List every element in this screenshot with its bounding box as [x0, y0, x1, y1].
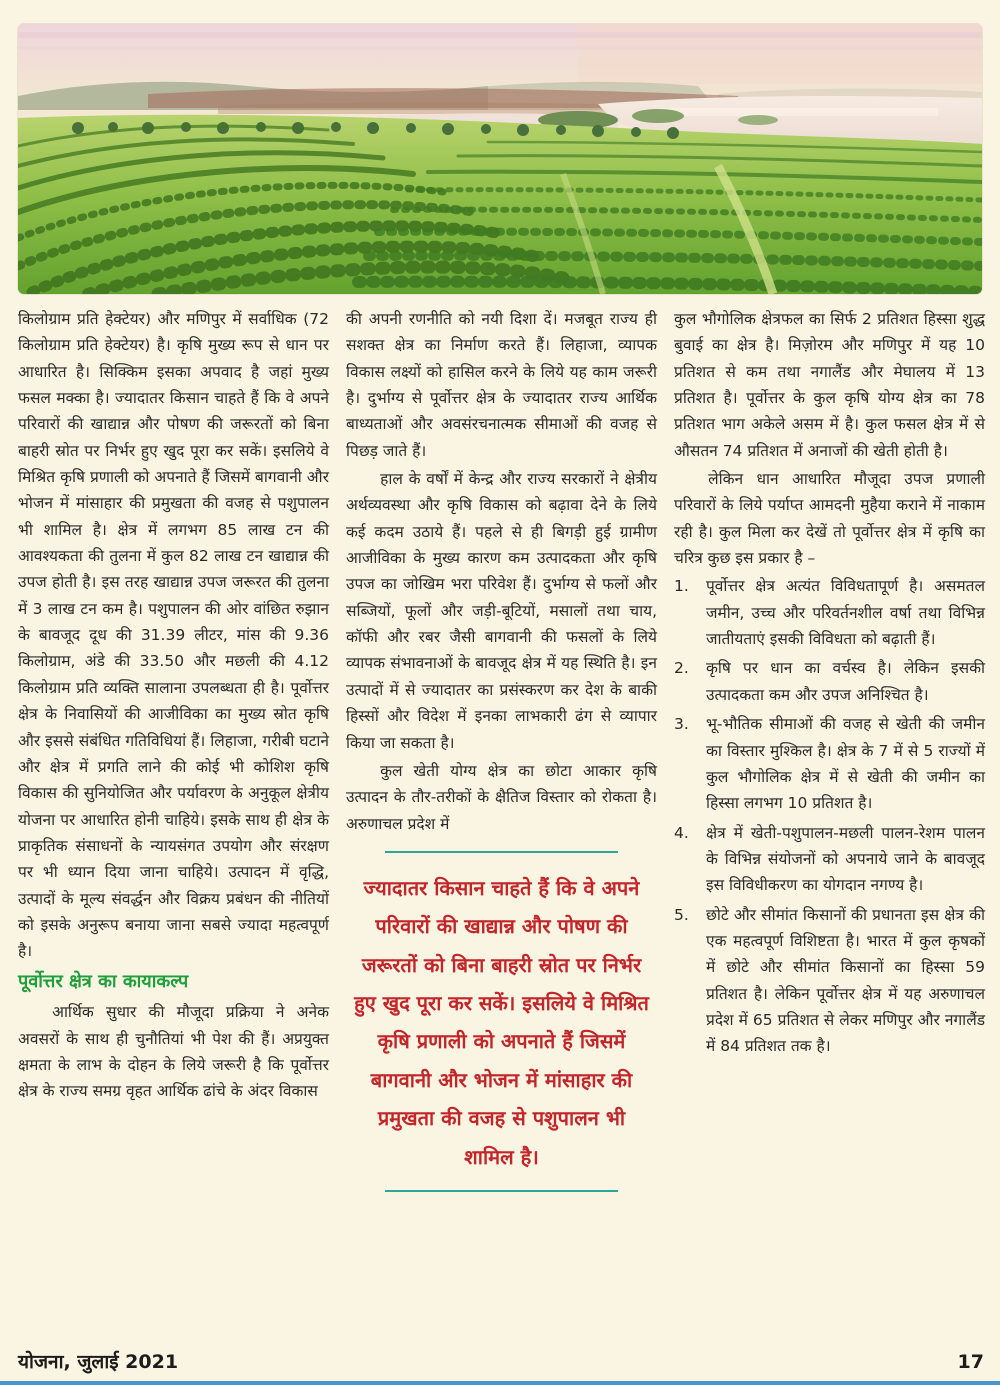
list-item	[674, 573, 985, 652]
paragraph: की अपनी रणनीति को नयी दिशा दें। मजबूत राज्य ही सशक्त क्षेत्र का निर्माण करते हैं। लिहाजा, व्यापक विकास लक्ष्यों को हासिल करने के लिये यह काम जरूरी है। दुर्भाग्य से पूर्वोत्तर क्षेत्र के ज्यादातर राज्य आर्थिक बाध्यताओं और अवसंरचनात्मक सीमाओं की वजह से पिछड़ जाते हैं।	[346, 310, 657, 460]
quote-rule-top	[385, 851, 618, 853]
paragraph: किलोग्राम प्रति हेक्टेयर) और मणिपुर में सर्वाधिक (72 किलोग्राम प्रति हेक्टेयर) है। कृषि मुख्य रूप से धान पर आधारित है। सिक्किम इसका अपवाद है जहां मुख्य फसल मक्का है। ज्यादातर किसान चाहते हैं कि वे अपने परिवारों की खाद्यान्न और पोषण की जरूरतों को बिना बाहरी स्रोत पर निर्भर हुए खुद पूरा कर सकें। इसलिये वे मिश्रित कृषि प्रणाली को अपनाते हैं जिसमें बागवानी और भोजन में मांसाहार की प्रमुखता की वजह से पशुपालन भी शामिल है। क्षेत्र में लगभग 85 लाख टन की आवश्यकता की तुलना में कुल 82 लाख टन खाद्यान्न की उपज होती है। इस तरह खाद्यान्न उपज जरूरत की तुलना में 3 लाख टन कम है। पशुपालन की ओर वांछित रुझान के बावजूद दूध की 31.39 लीटर, मांस की 9.36 किलोग्राम, अंडे की 33.50 और मछली की 4.12 किलोग्राम प्रति व्यक्ति सालाना उपलब्धता ही है। पूर्वोत्तर क्षेत्र के निवासियों की आजीविका का मुख्य स्रोत कृषि और इससे संबंधित गतिविधियां हैं। लिहाजा, गरीबी घटाने और क्षेत्र में प्रगति लाने की कोई भी कोशिश कृषि विकास की सुनियोजित और पर्यावरण के अनुकूल क्षेत्रीय योजना पर आधारित होनी चाहिये। इसके साथ ही क्षेत्र के प्राकृतिक संसाधनों के न्यायसंगत उपयोग और संरक्षण पर भी ध्यान दिया जाना चाहिये। उत्पादन में वृद्धि, उत्पादों के मूल्य संवर्द्धन और विक्रय प्रबंधन की नीतियों को इसके अनुरूप बनाया जाना सबसे ज्यादा महत्वपूर्ण है।	[18, 310, 329, 961]
section-heading: पूर्वोत्तर क्षेत्र का कायाकल्प	[18, 970, 189, 992]
list-item-number: 5.	[674, 905, 689, 924]
column-1	[18, 306, 329, 1192]
list-item-text: पूर्वोत्तर क्षेत्र अत्यंत विविधतापूर्ण है। असमतल जमीन, उच्च और परिवर्तनशील वर्षा तथा विभिन्न जातीयताएं इसकी विविधता को बढ़ाती हैं।	[706, 577, 985, 649]
tea-plantation-photo	[18, 24, 982, 294]
bottom-accent-bar	[0, 1381, 1000, 1385]
paragraph: हाल के वर्षों में केन्द्र और राज्य सरकारों ने क्षेत्रीय अर्थव्यवस्था और कृषि विकास को बढ़ावा देने के लिये कई कदम उठाये हैं। पहले से ही बिगड़ी हुई ग्रामीण आजीविका के मुख्य कारण कम उत्पादकता और कृषि उपज का जोखिम भरा परिवेश हैं। दुर्भाग्य से फलों और सब्जियों, फूलों और जड़ी-बूटियों, मसालों तथा चाय, कॉफी और रबर जैसी बागवानी की फसलों के लिये व्यापक संभावनाओं के बावजूद क्षेत्र में यह स्थिति है। इन उत्पादों में से ज्यादातर का प्रसंस्करण कर देश के बाकी हिस्सों और विदेश में इनका लाभकारी ढंग से व्यापार किया जा सकता है।	[346, 470, 657, 752]
list-item-text: छोटे और सीमांत किसानों की प्रधानता इस क्षेत्र की एक महत्वपूर्ण विशिष्टता है। भारत में कुल कृषकों में छोटे और सीमांत किसानों का हिस्सा 59 प्रतिशत है। लेकिन पूर्वोत्तर क्षेत्र में यह अरुणाचल प्रदेश में 65 प्रतिशत से लेकर मणिपुर और नगालैंड में 84 प्रतिशत तक है।	[706, 905, 985, 1056]
list-item-text: भू-भौतिक सीमाओं की वजह से खेती की जमीन का विस्तार मुश्किल है। क्षेत्र के 7 में से 5 राज्यों में कुल भौगोलिक क्षेत्र में से खेती की जमीन का हिस्सा लगभग 10 प्रतिशत है।	[706, 715, 985, 813]
list-item	[674, 655, 985, 708]
page-number: 17	[957, 1351, 984, 1373]
list-item	[674, 820, 985, 899]
list-item-number: 2.	[674, 659, 689, 678]
pull-quote	[346, 851, 657, 1192]
paragraph: लेकिन धान आधारित मौजूदा उपज प्रणाली परिवारों के लिये पर्याप्त आमदनी मुहैया कराने में नाकाम रही है। कुल मिला कर देखें तो पूर्वोत्तर क्षेत्र में कृषि का चरित्र कुछ इस प्रकार है –	[674, 470, 985, 568]
list-item	[674, 902, 985, 1060]
paragraph: कुल खेती योग्य क्षेत्र का छोटा आकार कृषि उत्पादन के तौर-तरीकों के क्षैतिज विस्तार को रोकता है। अरुणाचल प्रदेश में	[346, 761, 657, 833]
quote-rule-bottom	[385, 1190, 618, 1192]
list-item-text: कृषि पर धान का वर्चस्व है। लेकिन इसकी उत्पादकता कम और उपज अनिश्चित है।	[706, 659, 985, 704]
list-item-number: 1.	[674, 577, 689, 596]
list-item-number: 3.	[674, 715, 689, 734]
column-3	[674, 306, 985, 1192]
paragraph: आर्थिक सुधार की मौजूदा प्रक्रिया ने अनेक अवसरों के साथ ही चुनौतियां भी पेश की हैं। अप्रयुक्त क्षमता के लाभ के दोहन के लिये जरूरी है कि पूर्वोत्तर क्षेत्र के राज्य समग्र वृहत आर्थिक ढांचे के अंदर विकास	[18, 1003, 329, 1101]
list-item-number: 4.	[674, 823, 689, 842]
pull-quote-text: ज्यादातर किसान चाहते हैं कि वे अपने परिवारों की खाद्यान्न और पोषण की जरूरतों को बिना बाहरी स्रोत पर निर्भर हुए खुद पूरा कर सकें। इसलिये वे मिश्रित कृषि प्रणाली को अपनाते हैं जिसमें बागवानी और भोजन में मांसाहार की प्रमुखता की वजह से पशुपालन भी शामिल है।	[354, 875, 649, 1169]
article-body	[18, 306, 985, 1192]
column-2	[346, 306, 657, 1192]
numbered-list	[674, 573, 985, 1059]
journal-name: योजना, जुलाई 2021	[18, 1351, 179, 1373]
list-item-text: क्षेत्र में खेती-पशुपालन-मछली पालन-रेशम पालन के विभिन्न संयोजनों को अपनाये जाने के बावजूद इस विविधीकरण का योगदान नगण्य है।	[706, 823, 985, 895]
list-item	[674, 711, 985, 816]
paragraph: कुल भौगोलिक क्षेत्रफल का सिर्फ 2 प्रतिशत हिस्सा शुद्ध बुवाई का क्षेत्र है। मिज़ोरम और मणिपुर में यह 10 प्रतिशत से कम तथा नगालैंड और मेघालय में 13 प्रतिशत है। पूर्वोत्तर के कुल कृषि योग्य क्षेत्र का 78 प्रतिशत भाग अकेले असम में है। कुल फसल क्षेत्र में से औसतन 74 प्रतिशत में अनाजों की खेती होती है।	[674, 310, 985, 460]
tea-plantation-illustration	[18, 24, 982, 294]
page-footer	[18, 1348, 984, 1374]
